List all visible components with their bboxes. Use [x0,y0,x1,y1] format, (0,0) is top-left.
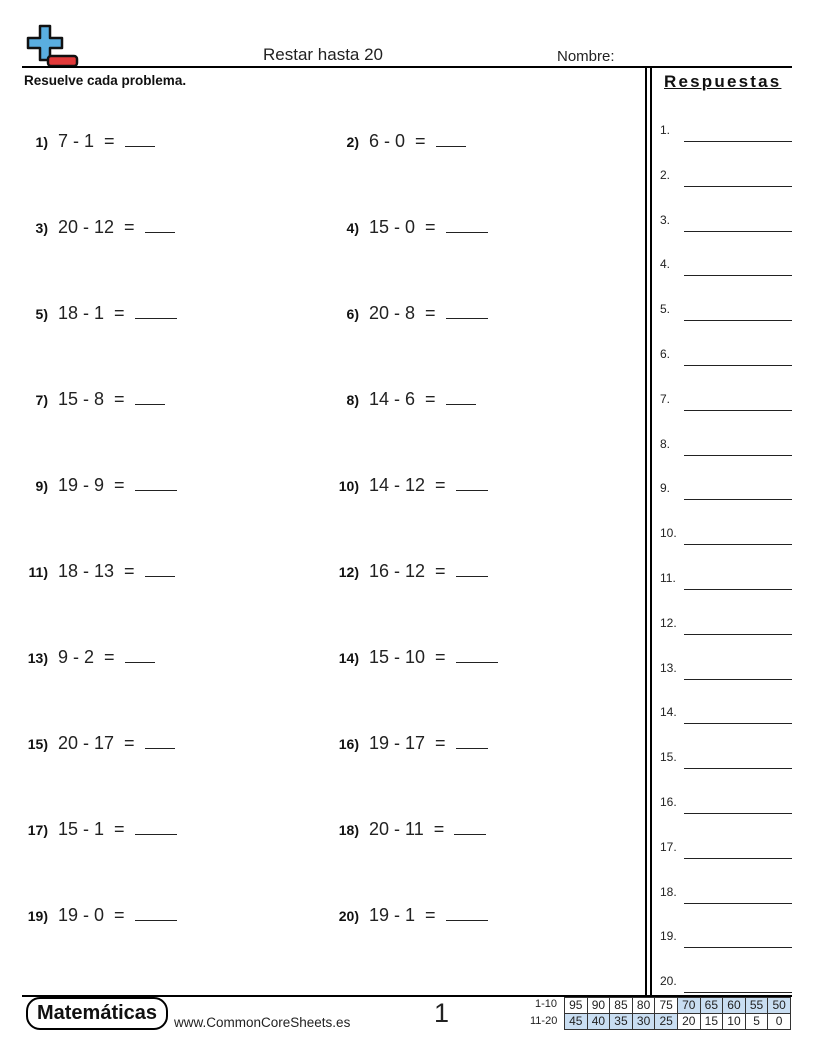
problem-item [24,131,155,152]
equals-sign: = [104,131,115,151]
problem-item [335,905,488,926]
equals-sign: = [425,303,436,323]
score-cell: 40 [587,1014,610,1030]
problem-item [335,303,488,324]
answer-column-divider [645,67,647,996]
problem-expression: 20 - 11 [369,819,424,839]
answer-key-line[interactable] [684,723,792,724]
equals-sign: = [435,733,446,753]
answer-blank[interactable] [135,819,177,835]
answer-blank[interactable] [446,303,488,319]
problem-number: 1) [35,134,48,150]
answer-key-row [660,929,684,943]
problem-expression: 20 - 8 [369,303,416,323]
answer-key-row [660,526,684,540]
answers-title: Respuestas [664,72,782,91]
equals-sign: = [415,131,426,151]
equals-sign: = [425,217,436,237]
answer-key-label: 4. [660,257,671,272]
problem-item [24,819,177,840]
answer-key-line[interactable] [684,455,792,456]
equals-sign: = [104,647,115,667]
answer-key-row [660,795,684,809]
answer-blank[interactable] [135,303,177,319]
problem-number: 8) [346,392,359,408]
answer-blank[interactable] [125,647,155,663]
problem-number: 6) [346,306,359,322]
equals-sign: = [433,819,445,839]
equals-sign: = [124,217,135,237]
problem-expression: 7 - 1 [58,131,95,151]
answer-blank[interactable] [125,131,155,147]
score-cell: 70 [677,998,700,1014]
problem-expression: 19 - 1 [369,905,416,925]
answer-key-row [660,347,684,361]
name-label: Nombre: [557,48,615,65]
answer-blank[interactable] [446,905,488,921]
answer-key-row [660,974,684,988]
answer-key-line[interactable] [684,186,792,187]
worksheet-title: Restar hasta 20 [263,45,384,64]
problem-expression: 16 - 12 [369,561,426,581]
answer-key-row [660,257,684,271]
problem-item [335,561,488,582]
problem-item [335,389,476,410]
score-cell: 85 [610,998,633,1014]
answer-key-row [660,437,684,451]
answer-key-row [660,123,684,137]
equals-sign: = [114,303,125,323]
problem-item [335,131,466,152]
problem-item [24,905,177,926]
problem-number: 11) [28,564,48,580]
answer-blank[interactable] [135,475,177,491]
answer-key-label: 5. [660,302,671,317]
problem-item [24,303,177,324]
answer-key-line[interactable] [684,499,792,500]
score-cell: 5 [745,1014,768,1030]
equals-sign: = [124,733,135,753]
problem-number: 20) [338,908,359,924]
problem-number: 7) [35,392,48,408]
equals-sign: = [114,475,125,495]
problem-item [24,389,165,410]
answer-blank[interactable] [145,733,175,749]
instructions: Resuelve cada problema. [24,73,187,88]
score-cell: 90 [587,998,610,1014]
problem-number: 4) [346,220,359,236]
problem-number: 5) [35,306,48,322]
score-row-label: 1-10 [535,998,558,1010]
answer-key-line[interactable] [684,231,792,232]
problem-item [335,819,486,840]
problem-number: 3) [35,220,48,236]
answer-key-label: 3. [660,212,671,227]
problem-item [335,647,498,668]
answer-key-label: 17. [660,839,677,854]
problem-number: 10) [338,478,359,494]
equals-sign: = [114,905,125,925]
equals-sign: = [425,905,436,925]
problem-number: 14) [338,650,359,666]
answer-blank[interactable] [456,733,488,749]
answer-key-label: 18. [660,884,677,899]
header-rule [22,66,792,68]
equals-sign: = [435,561,446,581]
problem-item [335,475,488,496]
answer-key-label: 1. [660,123,671,137]
score-row-label: 11-20 [530,1015,558,1027]
answer-key-line[interactable] [684,947,792,948]
answer-blank[interactable] [145,217,175,233]
equals-sign: = [114,819,125,839]
problem-number: 16) [338,736,359,752]
equals-sign: = [435,475,446,495]
answer-key-row [660,616,684,630]
answer-key-line[interactable] [684,679,792,680]
answer-key-row [660,392,684,406]
problem-item [24,217,175,238]
answer-key-row [660,661,684,675]
equals-sign: = [435,647,446,667]
score-cell: 75 [655,998,678,1014]
problem-item [335,733,488,754]
score-cell: 80 [632,998,655,1014]
problem-expression: 15 - 0 [369,217,416,237]
problem-expression: 15 - 10 [369,647,426,667]
answer-key-row [660,885,684,899]
answer-key-line[interactable] [684,589,792,590]
score-cell: 55 [745,998,768,1014]
subject-badge: Matemáticas [26,997,168,1030]
answer-blank[interactable] [454,819,486,835]
answer-key-row [660,168,684,182]
answer-blank[interactable] [135,905,177,921]
answer-key-line[interactable] [684,992,792,993]
problem-number: 2) [346,134,359,150]
answer-key-row [660,571,684,585]
answer-key-line[interactable] [684,813,792,814]
problem-number: 19) [27,908,48,924]
problem-number: 15) [27,736,48,752]
problem-expression: 14 - 12 [369,475,426,495]
problem-item [335,217,488,238]
problem-item [24,733,175,754]
problem-number: 17) [27,822,48,838]
score-cell: 45 [565,1014,588,1030]
score-row [565,998,791,1014]
problem-expression: 9 - 2 [58,647,95,667]
problem-expression: 20 - 12 [58,217,115,237]
problem-number: 9) [35,478,48,494]
answer-key-label: 8. [660,436,671,451]
answer-key-row [660,481,684,495]
problem-expression: 18 - 1 [58,303,105,323]
equals-sign: = [425,389,436,409]
score-cell: 60 [723,998,746,1014]
problem-expression: 6 - 0 [369,131,406,151]
answer-blank[interactable] [135,389,165,405]
answer-key-label: 13. [660,660,677,675]
answer-key-label: 20. [660,974,677,989]
answer-key-line[interactable] [684,544,792,545]
score-cell: 65 [700,998,723,1014]
problem-expression: 19 - 17 [369,733,426,753]
answer-key-row [660,302,684,316]
answer-key-label: 7. [660,391,671,406]
problem-item [24,647,155,668]
answer-key-line[interactable] [684,365,792,366]
answer-blank[interactable] [456,647,498,663]
score-cell: 25 [655,1014,678,1030]
answer-key-row [660,213,684,227]
answer-key-line[interactable] [684,275,792,276]
problem-number: 13) [27,650,48,666]
problem-item [24,561,175,582]
equals-sign: = [124,561,135,581]
score-cell: 10 [723,1014,746,1030]
answer-blank[interactable] [456,475,488,491]
answer-key-label: 12. [660,615,677,630]
answer-key-label: 6. [660,347,671,361]
plus-minus-logo-icon [24,24,80,68]
answer-key-line[interactable] [684,768,792,769]
answer-key-label: 2. [660,167,671,182]
problem-number: 18) [338,822,359,838]
problem-expression: 19 - 9 [58,475,105,495]
answer-blank[interactable] [446,217,488,233]
score-cell: 50 [768,998,791,1014]
answer-key-label: 9. [660,481,671,496]
answer-key-label: 14. [660,705,677,720]
answer-key-label: 11. [660,571,676,585]
answer-key-line[interactable] [684,410,792,411]
answer-key-line[interactable] [684,141,792,142]
answer-blank[interactable] [456,561,488,577]
score-row [565,1014,791,1030]
score-cell: 95 [565,998,588,1014]
answer-blank[interactable] [145,561,175,577]
answer-blank[interactable] [446,389,476,405]
problem-expression: 15 - 1 [58,819,105,839]
score-cell: 15 [700,1014,723,1030]
problem-item [24,475,177,496]
answer-key-row [660,705,684,719]
answer-key-row [660,750,684,764]
score-table [564,997,791,1030]
answer-key-line[interactable] [684,634,792,635]
problem-expression: 19 - 0 [58,905,105,925]
answer-key-label: 16. [660,795,677,809]
score-cell: 30 [632,1014,655,1030]
answer-key-label: 19. [660,929,677,944]
answer-key-line[interactable] [684,320,792,321]
problem-expression: 18 - 13 [58,561,115,581]
score-cell: 20 [677,1014,700,1030]
site-url: www.CommonCoreSheets.es [174,1015,351,1030]
score-cell: 0 [768,1014,791,1030]
problem-expression: 15 - 8 [58,389,105,409]
answer-key-row [660,840,684,854]
answer-blank[interactable] [436,131,466,147]
answer-key-label: 10. [660,526,677,541]
page-number: 1 [434,998,450,1028]
problem-number: 12) [338,564,359,580]
equals-sign: = [114,389,125,409]
problem-expression: 14 - 6 [369,389,416,409]
answer-key-line[interactable] [684,858,792,859]
answer-column-divider-inner [650,67,652,996]
answer-key-label: 15. [660,750,677,765]
score-cell: 35 [610,1014,633,1030]
problem-expression: 20 - 17 [58,733,115,753]
answer-key-line[interactable] [684,903,792,904]
